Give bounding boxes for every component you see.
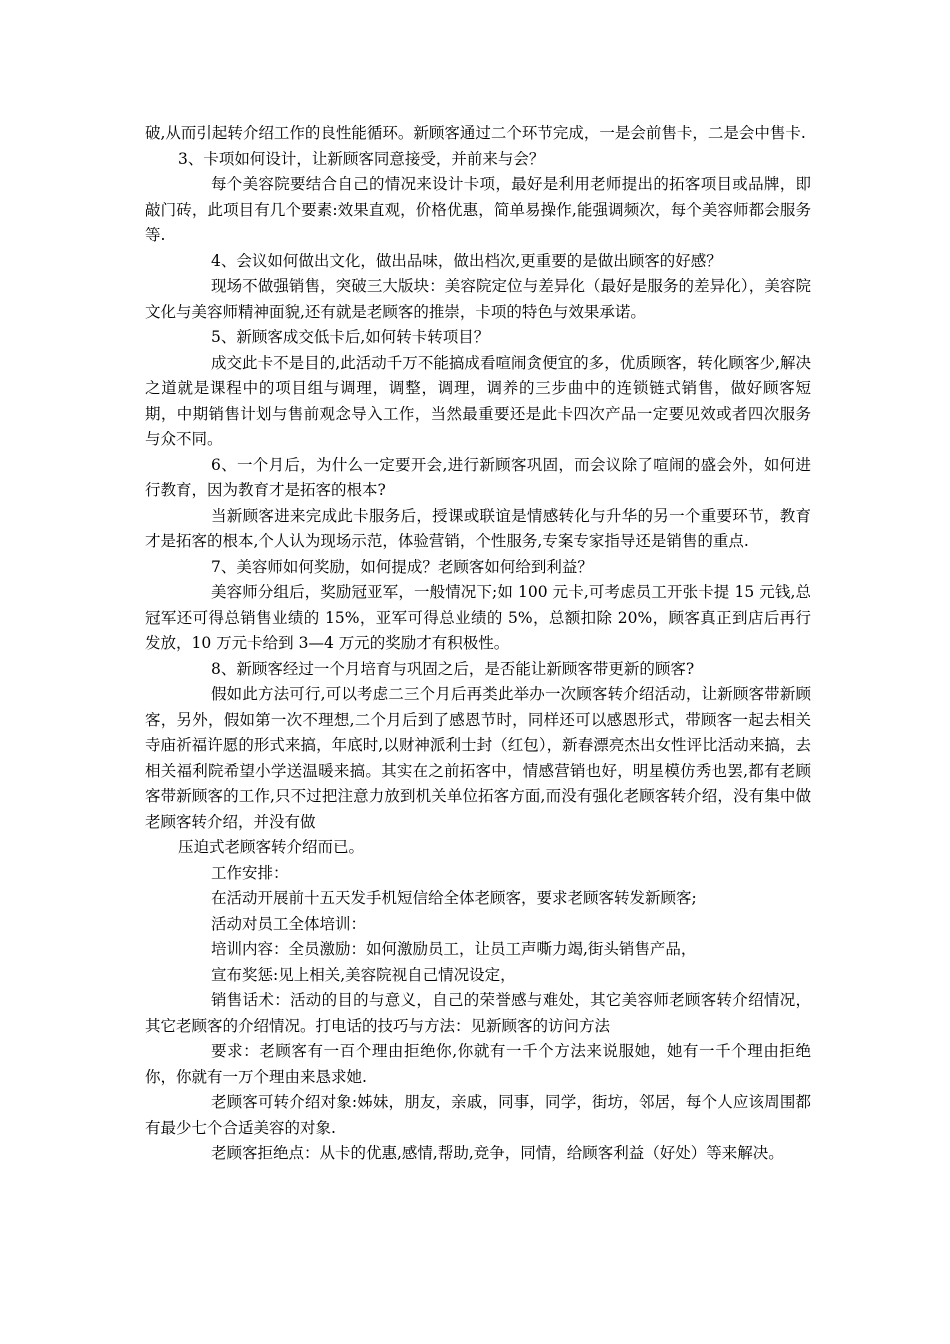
paragraph: 成交此卡不是目的,此活动千万不能搞成看喧闹贪便宜的多，优质顾客，转化顾客少,解决之道就是课程中的项目组与调理，调整，调理，调养的三步曲中的连锁链式销售，做好顾客短期，中期销售计划与售前观念导入工作，当然最重要还是此卡四次产品一定要见效或者四次服务与众不同。 bbox=[145, 353, 811, 448]
paragraph: 压迫式老顾客转介绍而已。 bbox=[178, 838, 365, 856]
question-heading: 6、一个月后，为什么一定要开会,进行新顾客巩固，而会议除了喧闹的盛会外，如何进行教育，因为教育才是拓客的根本? bbox=[145, 455, 811, 499]
paragraph: 当新顾客进来完成此卡服务后，授课或联谊是情感转化与升华的另一个重要环节，教育才是拓客的根本,个人认为现场示范，体验营销，个性服务,专案专家指导还是销售的重点. bbox=[145, 506, 811, 550]
paragraph: 现场不做强销售，突破三大版块：美容院定位与差异化（最好是服务的差异化），美容院文化与美容师精神面貌,还有就是老顾客的推崇，卡项的特色与效果承诺。 bbox=[145, 277, 811, 321]
document-body bbox=[145, 121, 811, 1167]
paragraph: 美容师分组后，奖励冠亚军，一般情况下;如 100 元卡,可考虑员工开张卡提 15 元钱,总冠军还可得总销售业绩的 15%，亚军可得总业绩的 5%，总额扣除 20%，顾客真正到店后再行发放，10 万元卡给到 3—4 万元的奖励才有积极性。 bbox=[145, 583, 811, 652]
paragraph: 要求：老顾客有一百个理由拒绝你,你就有一千个方法来说服她，她有一千个理由拒绝你，你就有一万个理由来恳求她. bbox=[145, 1042, 811, 1086]
paragraph: 每个美容院要结合自己的情况来设计卡项，最好是利用老师提出的拓客项目或品牌，即敲门砖，此项目有几个要素:效果直观，价格优惠，简单易操作,能强调频次，每个美容师都会服务等. bbox=[145, 175, 811, 244]
paragraph: 老顾客可转介绍对象:姊妹，朋友，亲戚，同事，同学，街坊，邻居，每个人应该周围都有最少七个合适美容的对象. bbox=[145, 1093, 811, 1137]
question-heading: 7、美容师如何奖励，如何提成？老顾客如何给到利益？ bbox=[211, 557, 593, 576]
paragraph: 老顾客拒绝点：从卡的优惠,感情,帮助,竞争，同情，给顾客利益（好处）等来解决。 bbox=[211, 1144, 784, 1162]
paragraph: 培训内容：全员激励：如何激励员工，让员工声嘶力竭,街头销售产品， bbox=[211, 940, 697, 958]
section-label: 工作安排： bbox=[211, 863, 289, 882]
question-heading: 5、新顾客成交低卡后,如何转卡转项目？ bbox=[211, 328, 490, 346]
question-heading: 3、卡项如何设计，让新顾客同意接受，并前来与会？ bbox=[178, 149, 545, 168]
paragraph: 宣布奖惩:见上相关,美容院视自己情况设定， bbox=[211, 965, 516, 984]
paragraph: 假如此方法可行,可以考虑二三个月后再类此举办一次顾客转介绍活动，让新顾客带新顾客，另外，假如第一次不理想,二个月后到了感恩节时，同样还可以感恩形式，带顾客一起去相关寺庙祈福许愿的形式来搞，年底时,以财神派利士封（红包），新春漂亮杰出女性评比活动来搞，去相关福利院希望小学送温暖来搞。其实在之前拓客中，情感营销也好，明星模仿秀也罢,都有老顾客带新顾客的工作,只不过把注意力放到机关单位拓客方面,而没有强化老顾客转介绍，没有集中做老顾客转介绍，并没有做 bbox=[145, 685, 811, 831]
section-label: 活动对员工全体培训： bbox=[211, 914, 367, 933]
question-heading: 8、新顾客经过一个月培育与巩固之后，是否能让新顾客带更新的顾客? bbox=[211, 659, 695, 678]
paragraph: 破,从而引起转介绍工作的良性能循环。新顾客通过二个环节完成，一是会前售卡，二是会中售卡. bbox=[145, 124, 806, 142]
paragraph: 在活动开展前十五天发手机短信给全体老顾客，要求老顾客转发新顾客; bbox=[211, 889, 697, 907]
paragraph: 销售话术：活动的目的与意义，自己的荣誉感与难处，其它美容师老顾客转介绍情况，其它老顾客的介绍情况。打电话的技巧与方法：见新顾客的访问方法 bbox=[145, 991, 811, 1035]
question-heading: 4、会议如何做出文化，做出品味，做出档次,更重要的是做出顾客的好感？ bbox=[211, 251, 722, 270]
